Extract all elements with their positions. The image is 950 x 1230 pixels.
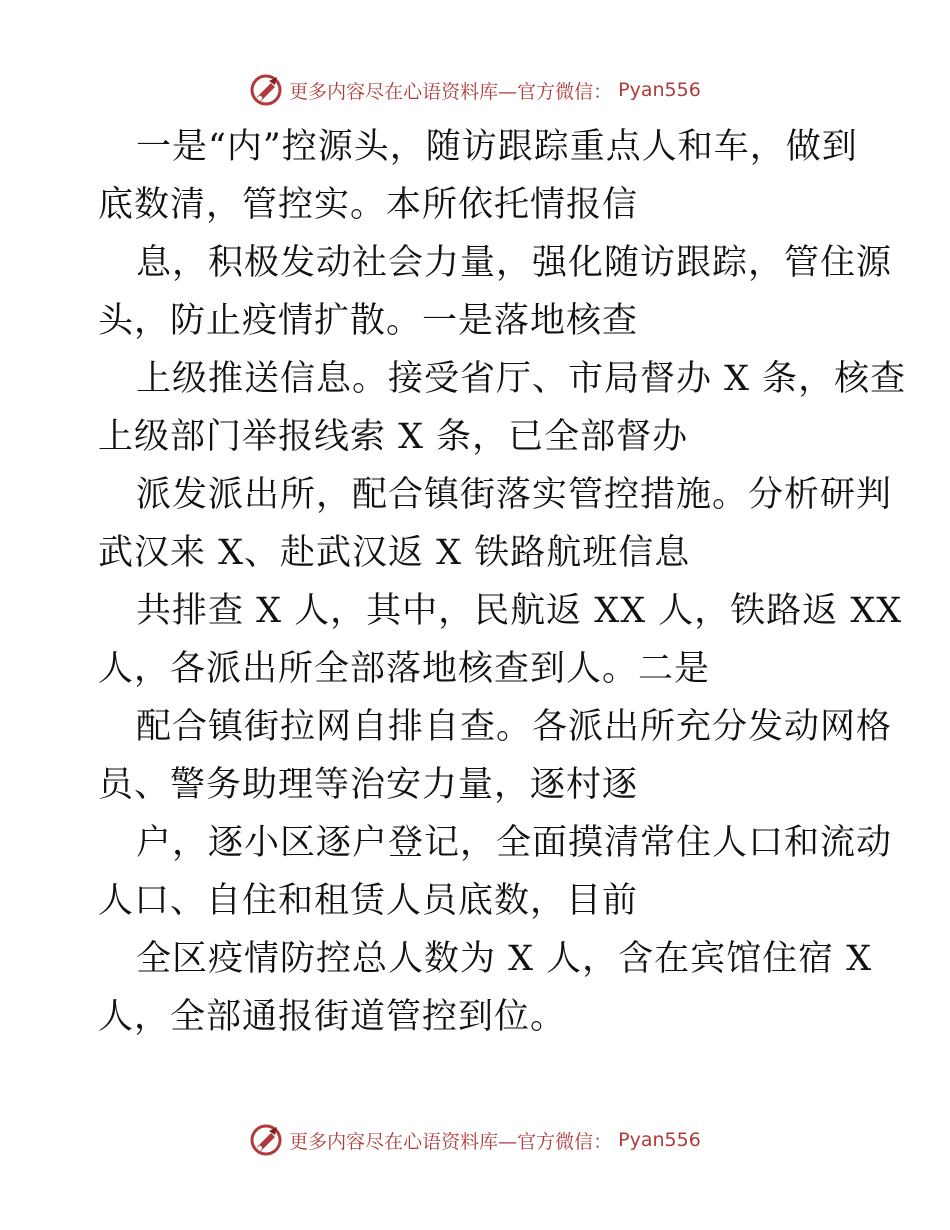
text-line: 员、警务助理等治安力量，逐村逐 (98, 765, 639, 805)
text-line: 人，全部通报街道管控到位。 (98, 997, 567, 1037)
text-line: 户，逐小区逐户登记，全面摸清常住人口和流动 (136, 823, 893, 863)
header-banner-inner (249, 73, 701, 107)
text-line: 上级推送信息。接受省厅、市局督办 X 条，核查 (136, 359, 907, 399)
footer-banner (0, 1120, 950, 1160)
text-line: 人口、自住和租赁人员底数，目前 (98, 881, 639, 921)
text-line: 头，防止疫情扩散。一是落地核查 (98, 301, 639, 341)
footer-banner-inner (249, 1123, 701, 1157)
footer-banner-text: 更多内容尽在心语资料库—官方微信： (289, 1130, 613, 1153)
header-wechat-id: Pyan556 (618, 79, 701, 101)
document-body (98, 118, 907, 1046)
header-banner-text: 更多内容尽在心语资料库—官方微信： (289, 80, 613, 103)
text-line: 息，积极发动社会力量，强化随访跟踪，管住源 (136, 243, 893, 283)
text-line: 一是“内”控源头，随访跟踪重点人和车，做到 (136, 127, 858, 167)
text-line: 共排查 X 人，其中，民航返 XX 人，铁路返 XX (136, 591, 903, 631)
footer-wechat-id: Pyan556 (618, 1129, 701, 1151)
seal-logo-icon (249, 1123, 283, 1157)
text-line: 上级部门举报线索 X 条，已全部督办 (98, 417, 689, 457)
text-line: 派发派出所，配合镇街落实管控措施。分析研判 (136, 475, 893, 515)
header-banner (0, 70, 950, 110)
text-line: 全区疫情防控总人数为 X 人，含在宾馆住宿 X (136, 939, 873, 979)
text-line: 武汉来 X、赴武汉返 X 铁路航班信息 (98, 533, 691, 573)
seal-logo-icon (249, 73, 283, 107)
text-line: 人，各派出所全部落地核查到人。二是 (98, 649, 711, 689)
text-line: 底数清，管控实。本所依托情报信 (98, 185, 639, 225)
text-line: 配合镇街拉网自排自查。各派出所充分发动网格 (136, 707, 893, 747)
